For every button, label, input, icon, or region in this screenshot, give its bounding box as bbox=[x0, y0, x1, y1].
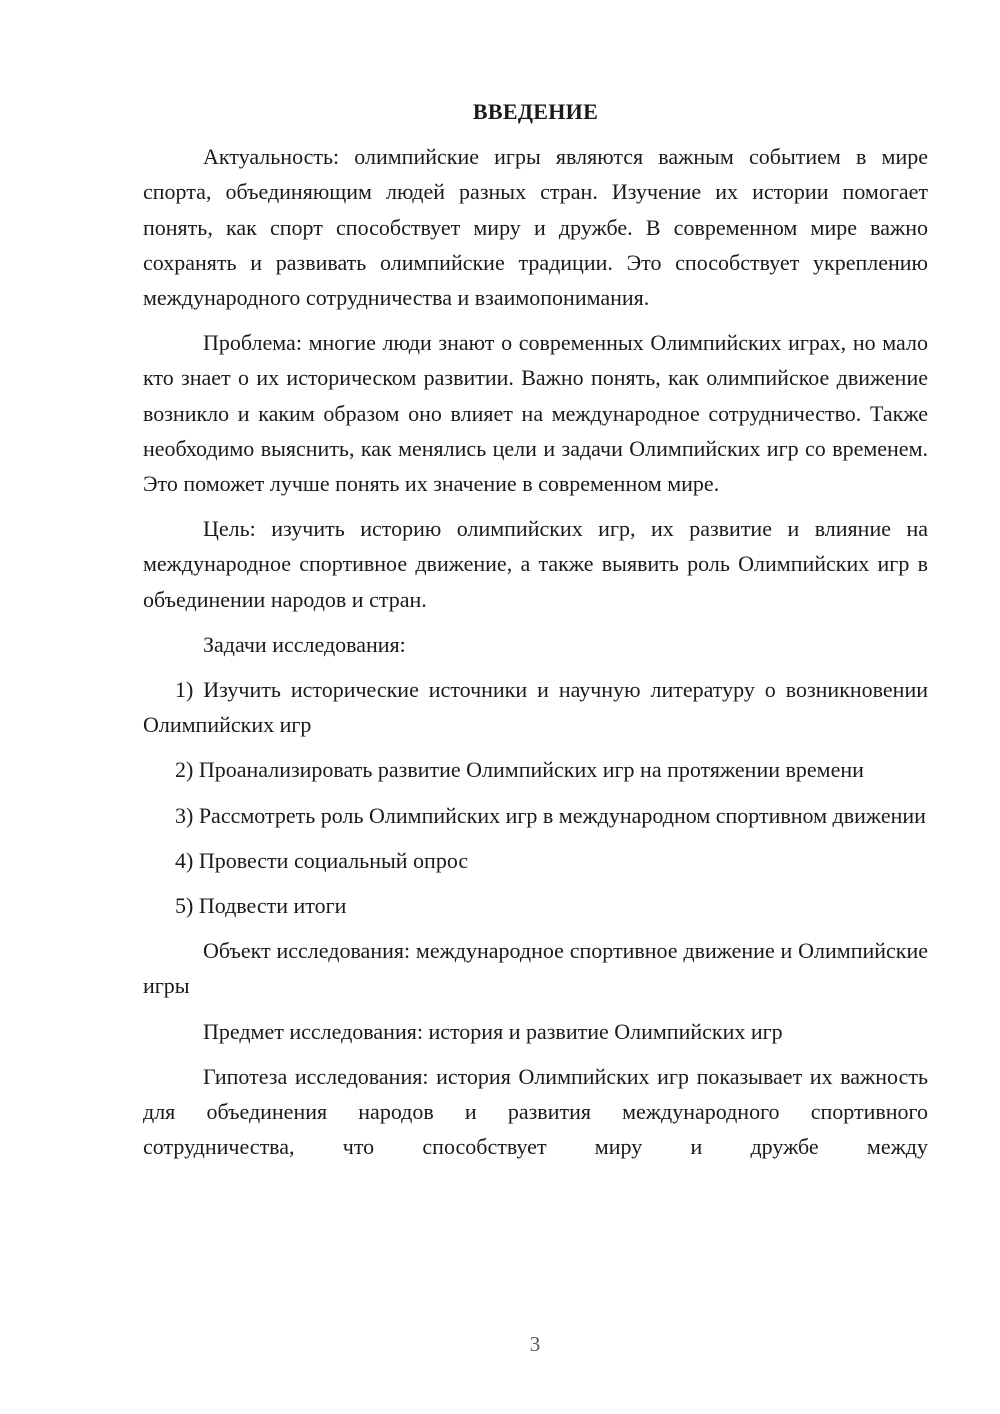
paragraph-relevance: Актуальность: олимпийские игры являются важным событием в мире спорта, объединяющим людей разных стран. Изучение их истории помогает понять, как спорт способствует миру и дружбе. В современном мире важно сохранять и развивать олимпийские традиции. Это способствует укреплению международного сотрудничества и взаимопонимания. bbox=[143, 144, 928, 311]
task-item-4: 4) Провести социальный опрос bbox=[175, 847, 469, 873]
paragraph-goal: Цель: изучить историю олимпийских игр, их развитие и влияние на международное спортивное движение, а также выявить роль Олимпийских игр в объединении народов и стран. bbox=[143, 516, 928, 612]
task-item-5: 5) Подвести итоги bbox=[175, 893, 347, 919]
document-page bbox=[143, 94, 928, 1174]
page-number: 3 bbox=[529, 1332, 541, 1356]
paragraph-object: Объект исследования: международное спортивное движение и Олимпийские игры bbox=[143, 938, 928, 999]
paragraph-hypothesis: Гипотеза исследования: история Олимпийских игр показывает их важность для объединения народов и развития международного спортивного сотрудничества, что способствует миру и дружбе между bbox=[143, 1063, 928, 1160]
paragraph-tasks-heading: Задачи исследования: bbox=[203, 631, 406, 657]
task-item-1: 1) Изучить исторические источники и научную литературу о возникновении Олимпийских игр bbox=[143, 677, 928, 738]
paragraph-problem: Проблема: многие люди знают о современных Олимпийских играх, но мало кто знает о их историческом развитии. Важно понять, как олимпийское движение возникло и каким образом оно влияет на международное сотрудничество. Также необходимо выяснить, как менялись цели и задачи Олимпийских игр со временем. Это поможет лучше понять их значение в современном мире. bbox=[143, 330, 928, 497]
paragraph-subject: Предмет исследования: история и развитие Олимпийских игр bbox=[203, 1018, 783, 1044]
task-item-3: 3) Рассмотреть роль Олимпийских игр в международном спортивном движении bbox=[175, 802, 926, 828]
section-title: ВВЕДЕНИЕ bbox=[472, 99, 599, 124]
task-item-2: 2) Проанализировать развитие Олимпийских игр на протяжении времени bbox=[175, 757, 864, 783]
